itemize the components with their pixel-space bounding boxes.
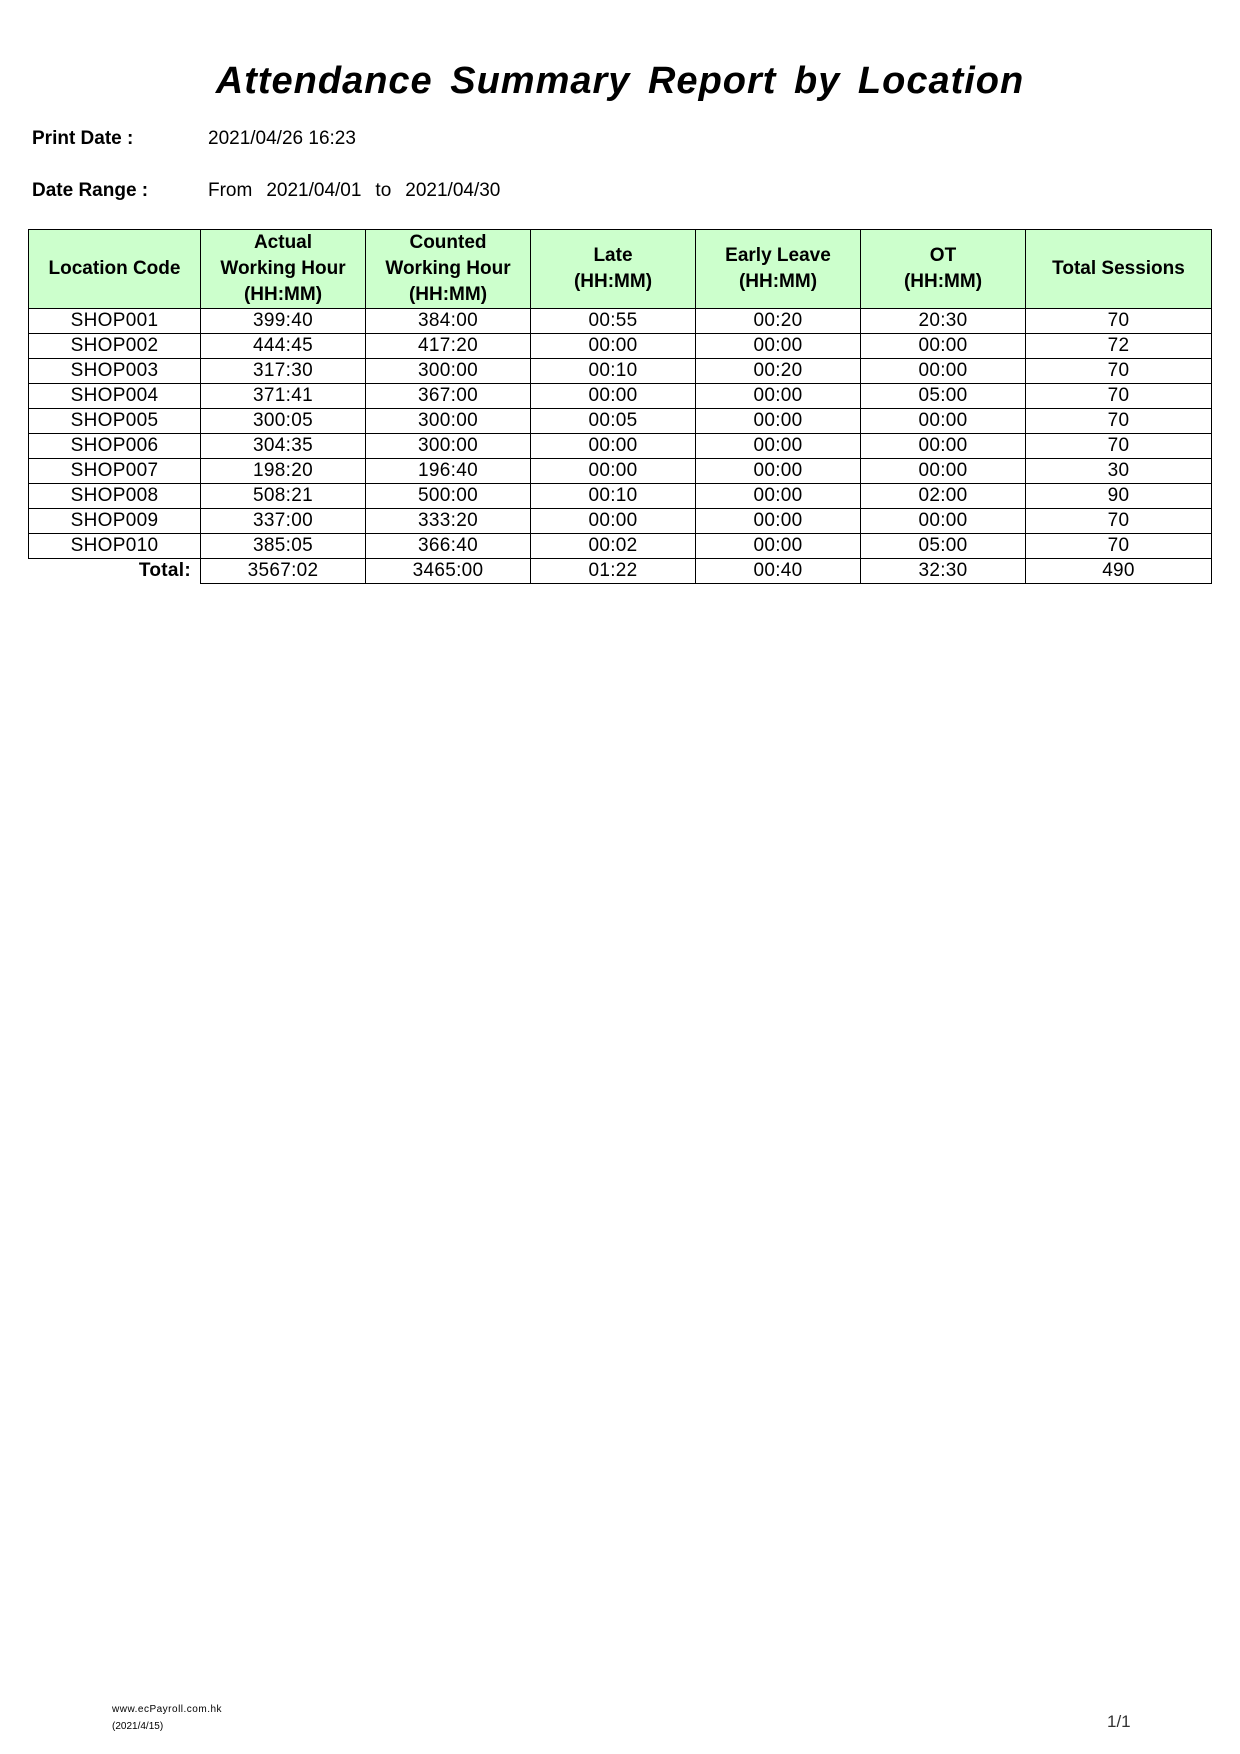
- total-cell-late: 01:22: [531, 559, 696, 584]
- table-cell-ot: 05:00: [861, 534, 1026, 559]
- table-cell-late: 00:10: [531, 484, 696, 509]
- table-cell-early-leave: 00:00: [696, 409, 861, 434]
- table-cell-actual-working-hour: 399:40: [201, 309, 366, 334]
- table-cell-counted-working-hour: 333:20: [366, 509, 531, 534]
- table-cell-counted-working-hour: 417:20: [366, 334, 531, 359]
- table-row: [29, 384, 1212, 409]
- column-header-line: Working Hour: [220, 258, 346, 279]
- table-cell-actual-working-hour: 371:41: [201, 384, 366, 409]
- table-row: [29, 359, 1212, 384]
- table-cell-actual-working-hour: 317:30: [201, 359, 366, 384]
- table-cell-ot: 00:00: [861, 459, 1026, 484]
- table-cell-ot: 00:00: [861, 409, 1026, 434]
- column-header-line: (HH:MM): [573, 271, 653, 292]
- table-cell-total-sessions: 70: [1026, 434, 1212, 459]
- table-row: [29, 534, 1212, 559]
- column-header-late: [531, 230, 696, 309]
- table-row: [29, 509, 1212, 534]
- date-range-to-word: to: [375, 180, 392, 201]
- table-cell-location-code: SHOP005: [29, 409, 201, 434]
- table-header-row: [29, 230, 1212, 309]
- table-row: [29, 459, 1212, 484]
- table-cell-actual-working-hour: 198:20: [201, 459, 366, 484]
- table-cell-ot: 20:30: [861, 309, 1026, 334]
- column-header-ot: [861, 230, 1026, 309]
- date-range-from: 2021/04/01: [266, 180, 362, 201]
- date-range-to: 2021/04/30: [405, 180, 501, 201]
- column-header-total-sessions: [1026, 230, 1212, 309]
- table-cell-ot: 00:00: [861, 334, 1026, 359]
- table-cell-location-code: SHOP004: [29, 384, 201, 409]
- table-cell-total-sessions: 70: [1026, 384, 1212, 409]
- table-cell-actual-working-hour: 300:05: [201, 409, 366, 434]
- table-cell-late: 00:00: [531, 434, 696, 459]
- table-cell-early-leave: 00:00: [696, 459, 861, 484]
- table-cell-late: 00:00: [531, 459, 696, 484]
- table-cell-counted-working-hour: 366:40: [366, 534, 531, 559]
- table-row: [29, 409, 1212, 434]
- table-cell-total-sessions: 70: [1026, 309, 1212, 334]
- print-date-value: 2021/04/26 16:23: [208, 128, 356, 149]
- total-cell-total-sessions: 490: [1026, 559, 1212, 584]
- column-header-line: Early Leave: [725, 245, 831, 266]
- column-header-line: (HH:MM): [243, 284, 323, 305]
- column-header-location-code: [29, 230, 201, 309]
- attendance-summary-table: [28, 229, 1212, 584]
- table-cell-late: 00:00: [531, 509, 696, 534]
- table-cell-late: 00:05: [531, 409, 696, 434]
- table-cell-early-leave: 00:20: [696, 359, 861, 384]
- table-cell-counted-working-hour: 500:00: [366, 484, 531, 509]
- table-cell-late: 00:00: [531, 334, 696, 359]
- table-cell-late: 00:02: [531, 534, 696, 559]
- table-cell-late: 00:00: [531, 384, 696, 409]
- column-header-line: (HH:MM): [738, 271, 818, 292]
- total-cell-counted-working-hour: 3465:00: [366, 559, 531, 584]
- table-cell-location-code: SHOP003: [29, 359, 201, 384]
- table-cell-counted-working-hour: 196:40: [366, 459, 531, 484]
- column-header-line: Total Sessions: [1052, 258, 1185, 279]
- column-header-counted-working-hour: [366, 230, 531, 309]
- column-header-line: Working Hour: [385, 258, 511, 279]
- table-cell-location-code: SHOP006: [29, 434, 201, 459]
- table-cell-location-code: SHOP002: [29, 334, 201, 359]
- table-cell-location-code: SHOP007: [29, 459, 201, 484]
- table-cell-counted-working-hour: 367:00: [366, 384, 531, 409]
- table-cell-counted-working-hour: 300:00: [366, 359, 531, 384]
- footer-website: www.ecPayroll.com.hk: [112, 1704, 223, 1715]
- report-title: Attendance Summary Report by Location: [215, 60, 1025, 102]
- table-cell-total-sessions: 70: [1026, 509, 1212, 534]
- table-cell-total-sessions: 30: [1026, 459, 1212, 484]
- table-cell-ot: 00:00: [861, 509, 1026, 534]
- table-cell-ot: 02:00: [861, 484, 1026, 509]
- table-cell-counted-working-hour: 384:00: [366, 309, 531, 334]
- table-cell-actual-working-hour: 337:00: [201, 509, 366, 534]
- table-cell-actual-working-hour: 304:35: [201, 434, 366, 459]
- table-cell-early-leave: 00:00: [696, 384, 861, 409]
- table-cell-actual-working-hour: 444:45: [201, 334, 366, 359]
- page-number: 1/1: [1107, 1712, 1131, 1731]
- table-cell-late: 00:55: [531, 309, 696, 334]
- table-row: [29, 309, 1212, 334]
- column-header-line: (HH:MM): [903, 271, 983, 292]
- table-cell-early-leave: 00:00: [696, 534, 861, 559]
- table-cell-location-code: SHOP008: [29, 484, 201, 509]
- table-cell-total-sessions: 70: [1026, 409, 1212, 434]
- table-cell-actual-working-hour: 385:05: [201, 534, 366, 559]
- table-cell-location-code: SHOP010: [29, 534, 201, 559]
- date-range-value: [208, 180, 500, 202]
- column-header-line: Counted: [409, 232, 487, 253]
- table-cell-ot: 00:00: [861, 359, 1026, 384]
- table-cell-counted-working-hour: 300:00: [366, 434, 531, 459]
- table-cell-counted-working-hour: 300:00: [366, 409, 531, 434]
- table-cell-early-leave: 00:00: [696, 484, 861, 509]
- table-cell-late: 00:10: [531, 359, 696, 384]
- table-row: [29, 434, 1212, 459]
- column-header-line: OT: [929, 245, 957, 266]
- table-row: [29, 334, 1212, 359]
- table-cell-location-code: SHOP009: [29, 509, 201, 534]
- table-cell-total-sessions: 70: [1026, 534, 1212, 559]
- column-header-line: Location Code: [48, 258, 181, 279]
- total-cell-actual-working-hour: 3567:02: [201, 559, 366, 584]
- table-cell-early-leave: 00:20: [696, 309, 861, 334]
- table-cell-location-code: SHOP001: [29, 309, 201, 334]
- table-cell-actual-working-hour: 508:21: [201, 484, 366, 509]
- table-cell-total-sessions: 72: [1026, 334, 1212, 359]
- date-range-from-word: From: [208, 180, 253, 201]
- total-label: Total:: [29, 559, 201, 584]
- print-date-label: Print Date :: [32, 128, 134, 149]
- total-row: [29, 559, 1212, 584]
- column-header-line: Actual: [253, 232, 313, 253]
- table-cell-ot: 05:00: [861, 384, 1026, 409]
- total-cell-ot: 32:30: [861, 559, 1026, 584]
- column-header-line: Late: [593, 245, 633, 266]
- total-cell-early-leave: 00:40: [696, 559, 861, 584]
- column-header-actual-working-hour: [201, 230, 366, 309]
- table-cell-ot: 00:00: [861, 434, 1026, 459]
- table-cell-early-leave: 00:00: [696, 509, 861, 534]
- footer-version: (2021/4/15): [112, 1721, 164, 1732]
- table-cell-early-leave: 00:00: [696, 334, 861, 359]
- table-cell-total-sessions: 90: [1026, 484, 1212, 509]
- column-header-line: (HH:MM): [408, 284, 488, 305]
- date-range-label: Date Range :: [32, 180, 149, 201]
- column-header-early-leave: [696, 230, 861, 309]
- table-row: [29, 484, 1212, 509]
- table-cell-early-leave: 00:00: [696, 434, 861, 459]
- table-cell-total-sessions: 70: [1026, 359, 1212, 384]
